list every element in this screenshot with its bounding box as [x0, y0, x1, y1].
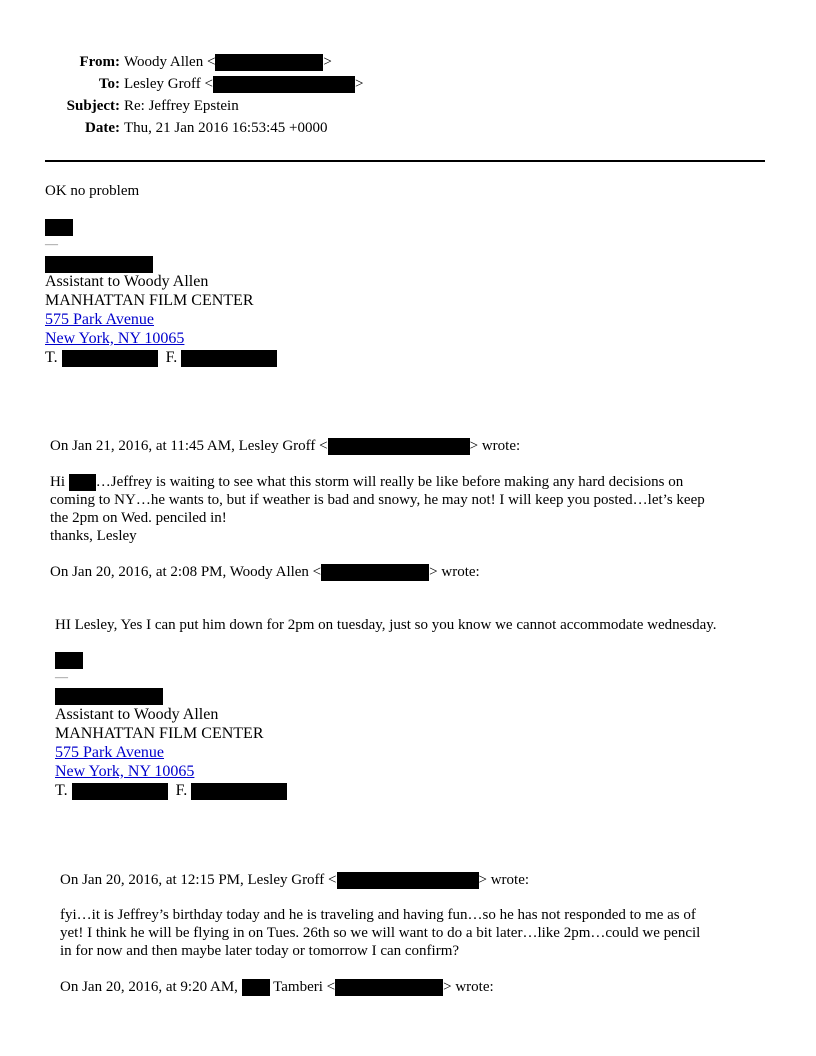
close-angle: >: [323, 54, 332, 70]
quote-intro-2: [50, 564, 480, 581]
signature-company: MANHATTAN FILM CENTER: [45, 292, 254, 309]
intro-text: > wrote:: [429, 564, 480, 580]
intro-text: On Jan 21, 2016, at 11:45 AM, Lesley Groff <: [50, 438, 328, 454]
redaction-box: [69, 474, 96, 491]
f-label: F.: [165, 349, 178, 366]
redaction-box: [321, 564, 429, 581]
quote-intro-1: [50, 438, 520, 455]
signature-dash: —: [45, 236, 58, 251]
close-angle: >: [355, 76, 364, 92]
subject-label: Subject:: [66, 98, 120, 114]
redaction-box: [337, 872, 479, 889]
intro-text: > wrote:: [478, 872, 530, 888]
intro-text: On Jan 20, 2016, at 12:15 PM, Lesley Groff <: [60, 872, 337, 888]
redaction-box: [45, 256, 153, 273]
redaction-box: [55, 652, 83, 669]
address-link-city[interactable]: New York, NY 10065: [55, 763, 195, 780]
intro-text: > wrote:: [469, 438, 521, 454]
body-text: …Jeffrey is waiting to see what this storm will really be like before making any hard decisions on: [95, 474, 684, 490]
redaction-box: [242, 979, 270, 996]
header-divider: [45, 160, 765, 162]
redaction-box: [215, 54, 323, 71]
greeting: Hi: [50, 474, 65, 490]
to-name: Lesley Groff <: [124, 76, 213, 92]
f-label: F.: [175, 782, 188, 799]
quote-body-1-line4: thanks, Lesley: [50, 528, 137, 544]
signature-phone-fax: [45, 349, 277, 367]
signature-phone-fax: [55, 782, 287, 800]
quote-intro-4: [60, 979, 494, 996]
redaction-box: [62, 350, 158, 367]
signature-title: Assistant to Woody Allen: [55, 706, 219, 723]
redaction-box: [213, 76, 355, 93]
address-link-street[interactable]: 575 Park Avenue: [45, 311, 155, 328]
signature-title: Assistant to Woody Allen: [45, 273, 209, 290]
redaction-box: [191, 783, 287, 800]
address-link-street[interactable]: 575 Park Avenue: [55, 744, 165, 761]
address-link-city[interactable]: New York, NY 10065: [45, 330, 185, 347]
reply-body: OK no problem: [45, 183, 140, 199]
intro-text: > wrote:: [443, 979, 494, 995]
quote-body-2: HI Lesley, Yes I can put him down for 2pm on tuesday, just so you know we cannot accommodate wednesday.: [55, 617, 717, 633]
quote-body-1-line1: [50, 474, 683, 491]
signature-company: MANHATTAN FILM CENTER: [55, 725, 264, 742]
quote-body-1-line3: the 2pm on Wed. penciled in!: [50, 510, 227, 526]
from-value: [124, 54, 332, 71]
subject-value: Re: Jeffrey Epstein: [124, 98, 239, 114]
intro-text: On Jan 20, 2016, at 9:20 AM,: [60, 979, 238, 995]
to-label: To:: [98, 76, 120, 92]
quote-intro-3: [60, 872, 529, 889]
from-label: From:: [79, 54, 120, 70]
quote-body-1-line2: coming to NY…he wants to, but if weather is bad and snowy, he may not! I will keep you posted…let’s keep: [50, 492, 705, 508]
redaction-box: [72, 783, 168, 800]
date-value: Thu, 21 Jan 2016 16:53:45 +0000: [124, 120, 328, 136]
quote-body-3-line2: yet! I think he will be flying in on Tues. 26th so we will want to do a bit later…like 2pm…could we pencil: [60, 925, 701, 941]
redaction-box: [55, 688, 163, 705]
intro-text: On Jan 20, 2016, at 2:08 PM, Woody Allen <: [50, 564, 322, 580]
intro-text: Tamberi <: [273, 979, 336, 995]
signature-dash: —: [55, 669, 68, 684]
date-label: Date:: [85, 120, 120, 136]
redaction-box: [45, 219, 73, 236]
to-value: [124, 76, 363, 93]
redaction-box: [328, 438, 470, 455]
redaction-box: [335, 979, 443, 996]
quote-body-3-line3: in for now and then maybe later today or tomorrow I can confirm?: [60, 943, 460, 959]
quote-body-3-line1: fyi…it is Jeffrey’s birthday today and he is traveling and having fun…so he has not responded to me as of: [60, 907, 696, 923]
redaction-box: [181, 350, 277, 367]
from-name: Woody Allen <: [124, 54, 216, 70]
t-label: T.: [45, 349, 58, 366]
t-label: T.: [55, 782, 68, 799]
